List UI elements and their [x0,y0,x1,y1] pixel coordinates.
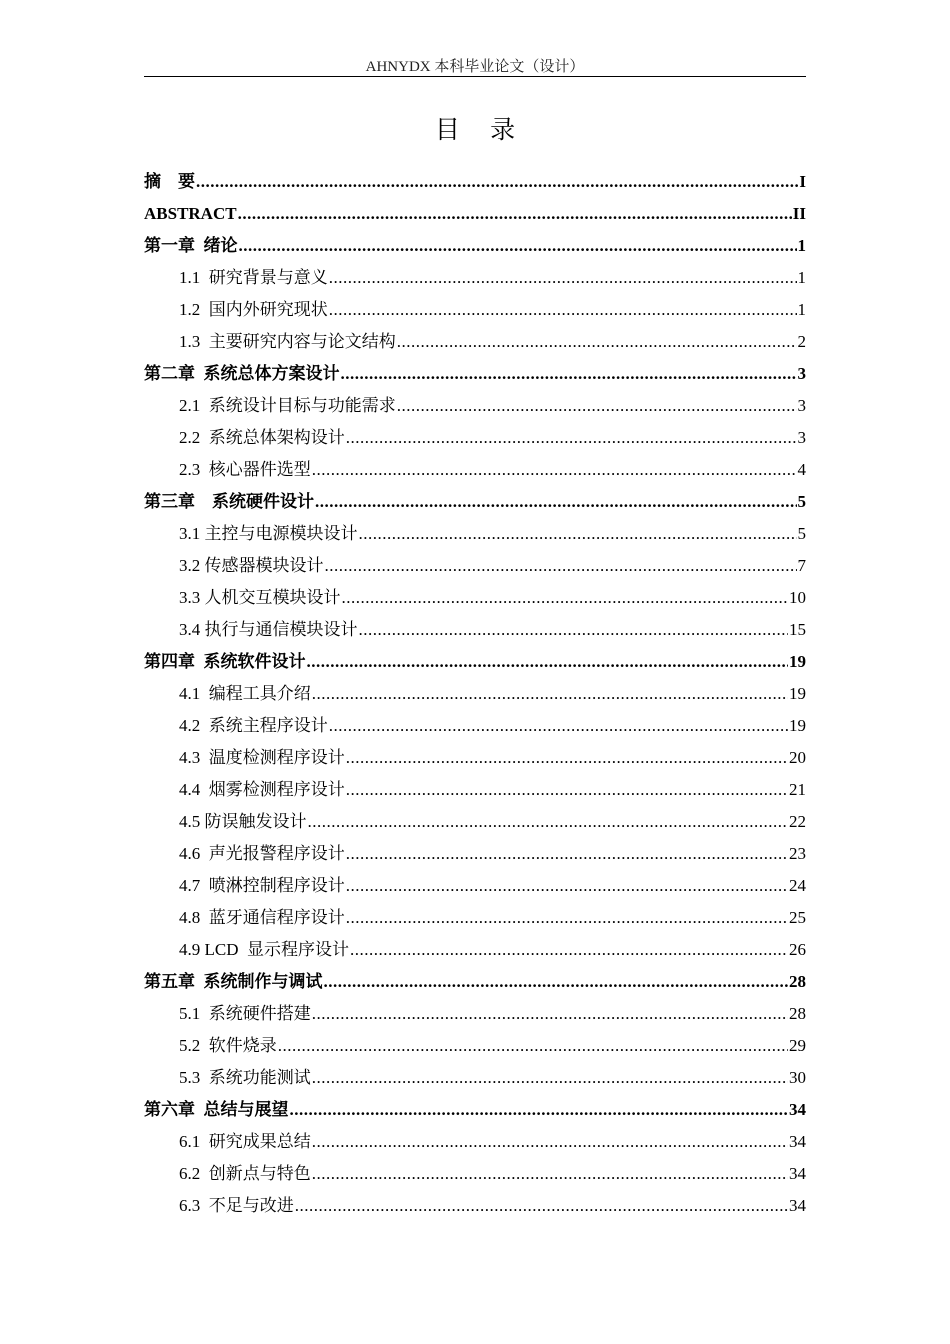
toc-entry-label: 第六章 总结与展望 [144,1100,289,1119]
toc-chapter-entry[interactable] [144,1094,806,1126]
toc-entry-page-number: 2 [797,332,806,351]
toc-entry-label: 4.1 编程工具介绍 [179,684,311,703]
toc-entry-label: 6.1 研究成果总结 [179,1132,311,1151]
toc-dot-leader [295,1190,788,1222]
toc-entry-page-number: 34 [789,1196,806,1215]
toc-dot-leader [312,1062,788,1094]
toc-entry-page-number: 10 [789,588,806,607]
toc-entry-page-number: 15 [789,620,806,639]
toc-dot-leader [359,614,789,646]
toc-section-entry[interactable] [144,614,806,646]
toc-entry-label: 5.1 系统硬件搭建 [179,1004,311,1023]
toc-entry-label: 4.3 温度检测程序设计 [179,748,345,767]
toc-title: 目 录 [434,117,528,144]
toc-dot-leader [397,326,797,358]
toc-chapter-entry[interactable] [144,646,806,678]
toc-dot-leader [341,358,797,390]
toc-entry-label: 2.2 系统总体架构设计 [179,428,345,447]
toc-entry-label: 4.9 LCD 显示程序设计 [179,940,349,959]
toc-entry-page-number: 22 [789,812,806,831]
toc-section-entry[interactable] [144,934,806,966]
toc-dot-leader [329,710,788,742]
toc-section-entry[interactable] [144,1158,806,1190]
toc-section-entry[interactable] [144,838,806,870]
toc-entry-label: 2.3 核心器件选型 [179,460,311,479]
toc-section-entry[interactable] [144,1126,806,1158]
toc-entry-page-number: 19 [789,716,806,735]
toc-dot-leader [346,838,788,870]
toc-dot-leader [312,998,788,1030]
page-header: AHNYDX 本科毕业论文（设计） [365,59,585,75]
toc-section-entry[interactable] [144,1190,806,1222]
toc-section-entry[interactable] [144,454,806,486]
toc-section-entry[interactable] [144,870,806,902]
toc-section-entry[interactable] [144,422,806,454]
toc-entry-page-number: 34 [789,1164,806,1183]
toc-entry-label: 1.3 主要研究内容与论文结构 [179,332,396,351]
toc-section-entry[interactable] [144,326,806,358]
toc-entry-page-number: 21 [789,780,806,799]
toc-chapter-entry[interactable] [144,166,806,198]
toc-entry-page-number: 34 [789,1132,806,1151]
toc-entry-label: 第一章 绪论 [144,236,238,255]
toc-dot-leader [346,422,797,454]
toc-entry-page-number: 3 [797,428,806,447]
toc-dot-leader [196,166,798,198]
toc-entry-page-number: 34 [789,1100,806,1119]
toc-entry-label: 第五章 系统制作与调试 [144,972,323,991]
toc-dot-leader [312,678,788,710]
toc-section-entry[interactable] [144,742,806,774]
toc-entry-label: 5.3 系统功能测试 [179,1068,311,1087]
toc-dot-leader [350,934,788,966]
toc-entry-label: 4.4 烟雾检测程序设计 [179,780,345,799]
toc-entry-label: 3.3 人机交互模块设计 [179,588,341,607]
toc-dot-leader [290,1094,789,1126]
toc-entry-label: 3.4 执行与通信模块设计 [179,620,358,639]
toc-entry-page-number: 24 [789,876,806,895]
toc-entry-page-number: II [792,204,806,223]
toc-entry-page-number: 26 [789,940,806,959]
toc-dot-leader [315,486,797,518]
toc-entry-page-number: 3 [797,364,806,383]
toc-section-entry[interactable] [144,710,806,742]
toc-entry-page-number: 5 [797,492,806,511]
toc-section-entry[interactable] [144,998,806,1030]
toc-section-entry[interactable] [144,262,806,294]
toc-entry-page-number: 1 [797,236,806,255]
toc-entry-page-number: I [799,172,806,191]
toc-entry-label: 1.2 国内外研究现状 [179,300,328,319]
toc-entry-label: 2.1 系统设计目标与功能需求 [179,396,396,415]
toc-entry-page-number: 1 [797,300,806,319]
table-of-contents [144,166,806,1222]
toc-entry-label: 6.3 不足与改进 [179,1196,294,1215]
toc-entry-page-number: 19 [789,684,806,703]
toc-dot-leader [325,550,797,582]
toc-entry-label: 5.2 软件烧录 [179,1036,277,1055]
toc-entry-label: 4.8 蓝牙通信程序设计 [179,908,345,927]
toc-entry-page-number: 19 [789,652,806,671]
toc-section-entry[interactable] [144,1030,806,1062]
toc-entry-page-number: 28 [789,1004,806,1023]
toc-entry-label: 3.2 传感器模块设计 [179,556,324,575]
toc-entry-page-number: 28 [789,972,806,991]
toc-section-entry[interactable] [144,390,806,422]
toc-section-entry[interactable] [144,902,806,934]
toc-chapter-entry[interactable] [144,486,806,518]
toc-section-entry[interactable] [144,518,806,550]
toc-section-entry[interactable] [144,774,806,806]
toc-dot-leader [307,646,789,678]
toc-entry-page-number: 20 [789,748,806,767]
toc-entry-page-number: 25 [789,908,806,927]
toc-section-entry[interactable] [144,582,806,614]
toc-section-entry[interactable] [144,294,806,326]
toc-entry-page-number: 5 [797,524,806,543]
toc-section-entry[interactable] [144,806,806,838]
toc-entry-page-number: 30 [789,1068,806,1087]
toc-entry-page-number: 7 [797,556,806,575]
toc-dot-leader [238,198,792,230]
toc-entry-label: 4.7 喷淋控制程序设计 [179,876,345,895]
toc-entry-page-number: 23 [789,844,806,863]
header-rule [144,76,806,77]
toc-entry-label: 1.1 研究背景与意义 [179,268,328,287]
toc-entry-label: 6.2 创新点与特色 [179,1164,311,1183]
toc-section-entry[interactable] [144,678,806,710]
toc-entry-label: 4.6 声光报警程序设计 [179,844,345,863]
toc-dot-leader [239,230,797,262]
toc-entry-page-number: 3 [797,396,806,415]
toc-dot-leader [312,1158,788,1190]
toc-dot-leader [308,806,789,838]
toc-dot-leader [342,582,789,614]
toc-section-entry[interactable] [144,550,806,582]
toc-chapter-entry[interactable] [144,966,806,998]
toc-entry-label: 4.2 系统主程序设计 [179,716,328,735]
toc-section-entry[interactable] [144,1062,806,1094]
toc-dot-leader [278,1030,788,1062]
toc-dot-leader [324,966,789,998]
toc-chapter-entry[interactable] [144,230,806,262]
toc-entry-label: ABSTRACT [144,204,237,223]
toc-dot-leader [346,902,788,934]
toc-entry-label: 4.5 防误触发设计 [179,812,307,831]
toc-dot-leader [346,870,788,902]
toc-chapter-entry[interactable] [144,358,806,390]
toc-entry-label: 3.1 主控与电源模块设计 [179,524,358,543]
toc-chapter-entry[interactable] [144,198,806,230]
toc-entry-label: 第三章 系统硬件设计 [144,492,314,511]
toc-dot-leader [312,454,797,486]
toc-entry-label: 第四章 系统软件设计 [144,652,306,671]
toc-entry-label: 摘 要 [144,172,195,191]
toc-entry-page-number: 29 [789,1036,806,1055]
toc-entry-page-number: 4 [797,460,806,479]
toc-dot-leader [359,518,797,550]
toc-dot-leader [329,262,797,294]
toc-dot-leader [346,742,788,774]
toc-dot-leader [312,1126,788,1158]
toc-dot-leader [329,294,797,326]
toc-dot-leader [397,390,797,422]
toc-dot-leader [346,774,788,806]
toc-entry-label: 第二章 系统总体方案设计 [144,364,340,383]
toc-entry-page-number: 1 [797,268,806,287]
